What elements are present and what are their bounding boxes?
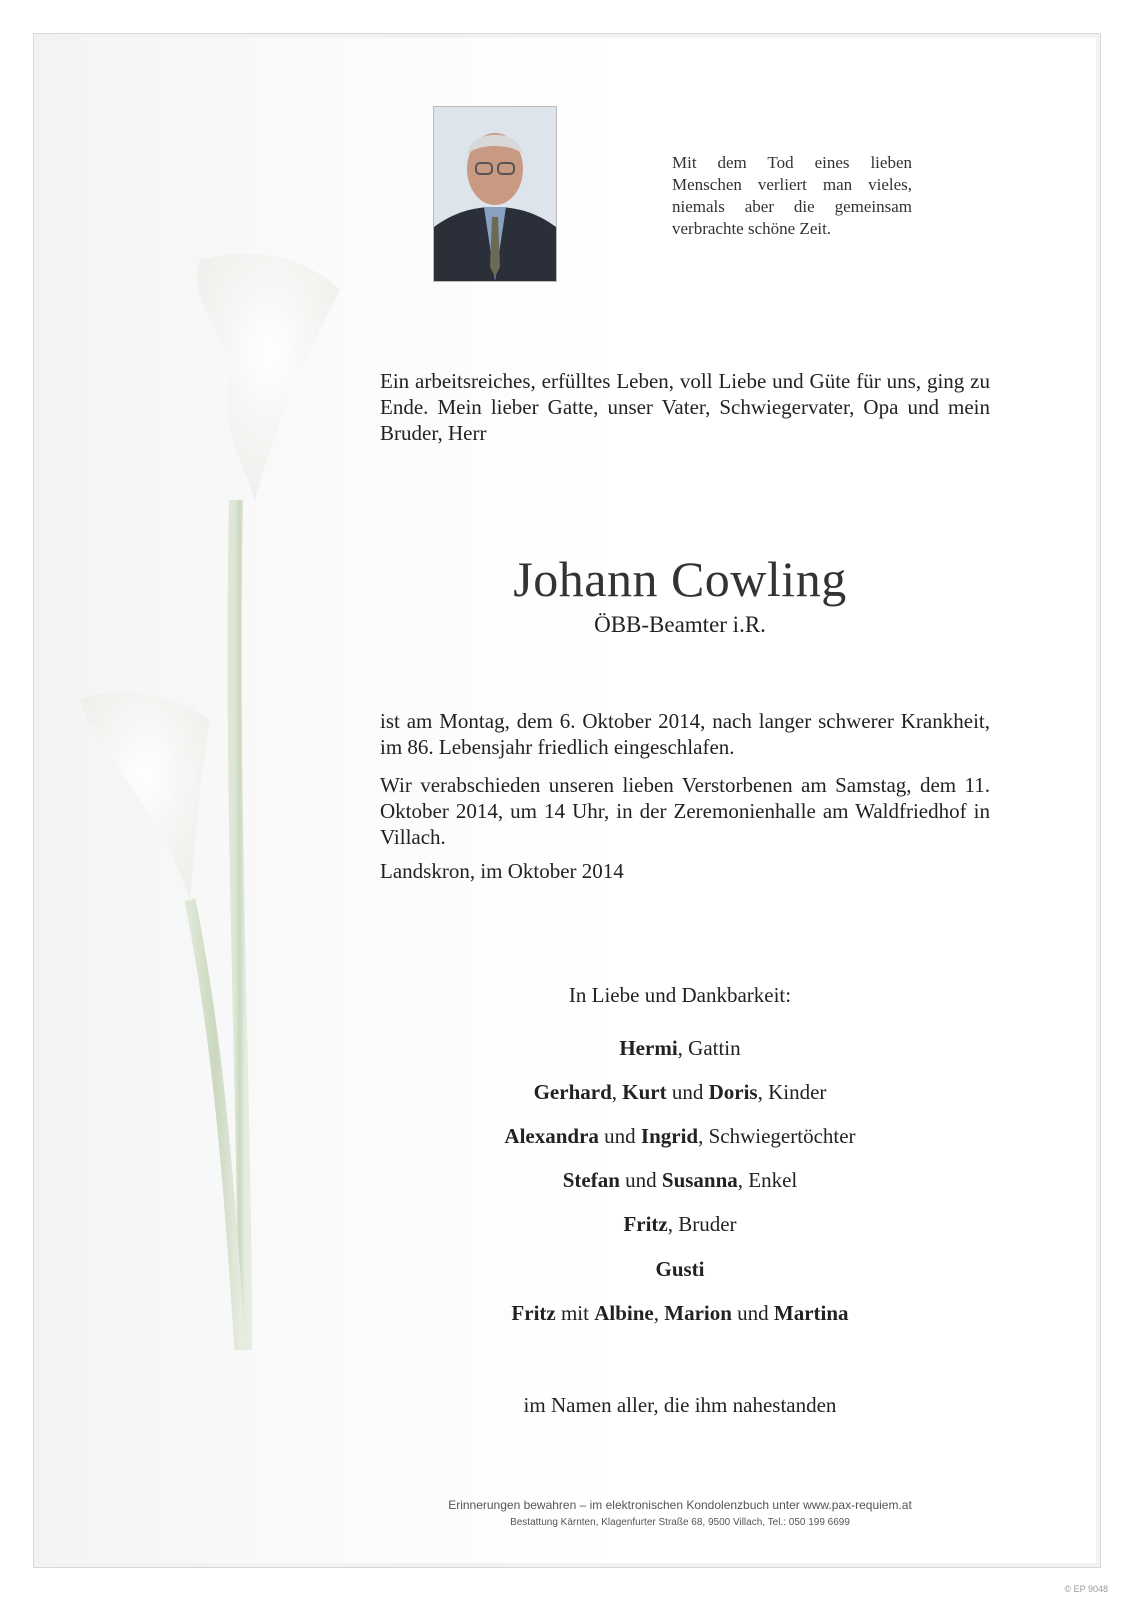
mourner-separator: und xyxy=(598,1124,641,1148)
mourner-separator: und xyxy=(619,1168,662,1192)
mourner-name: Stefan xyxy=(562,1168,620,1192)
mourner-relation: , Kinder xyxy=(757,1080,827,1104)
mourner-separator: mit xyxy=(555,1301,595,1325)
place-date: Landskron, im Oktober 2014 xyxy=(380,859,624,883)
mourner-relation: , Enkel xyxy=(737,1168,798,1192)
portrait-photo xyxy=(433,106,557,282)
mourner-name: Gerhard xyxy=(533,1080,612,1104)
mourner-name: Fritz xyxy=(623,1212,668,1236)
mourner-separator: , xyxy=(611,1080,623,1104)
mourner-line xyxy=(380,1124,980,1149)
mourner-line xyxy=(380,1301,980,1326)
mourner-name: Ingrid xyxy=(640,1124,699,1148)
gratitude-heading: In Liebe und Dankbarkeit: xyxy=(568,983,792,1007)
mourner-separator: , xyxy=(653,1301,665,1325)
mourner-line xyxy=(380,1080,980,1105)
mourner-name: Alexandra xyxy=(504,1124,599,1148)
mourner-name: Marion xyxy=(664,1301,732,1325)
deceased-name: Johann Cowling xyxy=(513,551,847,607)
mourner-line xyxy=(380,1168,980,1193)
mourner-line xyxy=(380,1036,980,1061)
mourner-name: Hermi xyxy=(619,1036,678,1060)
closing-line: im Namen aller, die ihm nahestanden xyxy=(523,1393,837,1417)
mourner-relation: , Bruder xyxy=(667,1212,737,1236)
deceased-title: ÖBB-Beamter i.R. xyxy=(594,612,766,637)
mourner-name: Susanna xyxy=(661,1168,738,1192)
farewell-text: Wir verabschieden unseren lieben Verstorbenen am Samstag, dem 11. Oktober 2014, um 14 Uhr, in der Zeremonienhalle am Waldfriedhof in Villach. xyxy=(380,773,990,849)
memorial-quote: Mit dem Tod eines lieben Menschen verliert man vieles, niemals aber die gemeinsam verbrachte schöne Zeit. xyxy=(672,153,912,238)
footer-condolence-line: Erinnerungen bewahren – im elektronischen Kondolenzbuch unter www.pax-requiem.at xyxy=(448,1498,912,1512)
death-notice-text: ist am Montag, dem 6. Oktober 2014, nach langer schwerer Krankheit, im 86. Lebensjahr friedlich eingeschlafen. xyxy=(380,709,990,759)
mourner-name: Fritz xyxy=(511,1301,556,1325)
intro-text: Ein arbeitsreiches, erfülltes Leben, voll Liebe und Güte für uns, ging zu Ende. Mein lieber Gatte, unser Vater, Schwiegervater, Opa und mein Bruder, Herr xyxy=(380,369,990,445)
print-code: © EP 9048 xyxy=(1064,1584,1108,1594)
mourner-name: Albine xyxy=(594,1301,654,1325)
mourner-name: Kurt xyxy=(622,1080,667,1104)
calla-lily-illustration xyxy=(40,200,370,1400)
mourner-name: Martina xyxy=(773,1301,849,1325)
mourner-name: Gusti xyxy=(655,1257,705,1281)
mourner-line xyxy=(380,1212,980,1237)
footer-address-line: Bestattung Kärnten, Klagenfurter Straße 68, 9500 Villach, Tel.: 050 199 6699 xyxy=(510,1517,850,1528)
mourner-separator: und xyxy=(666,1080,709,1104)
mourner-name: Doris xyxy=(708,1080,758,1104)
mourner-relation: , Schwiegertöchter xyxy=(698,1124,856,1148)
mourner-separator: und xyxy=(731,1301,774,1325)
mourner-relation: , Gattin xyxy=(677,1036,741,1060)
mourner-line xyxy=(380,1257,980,1282)
